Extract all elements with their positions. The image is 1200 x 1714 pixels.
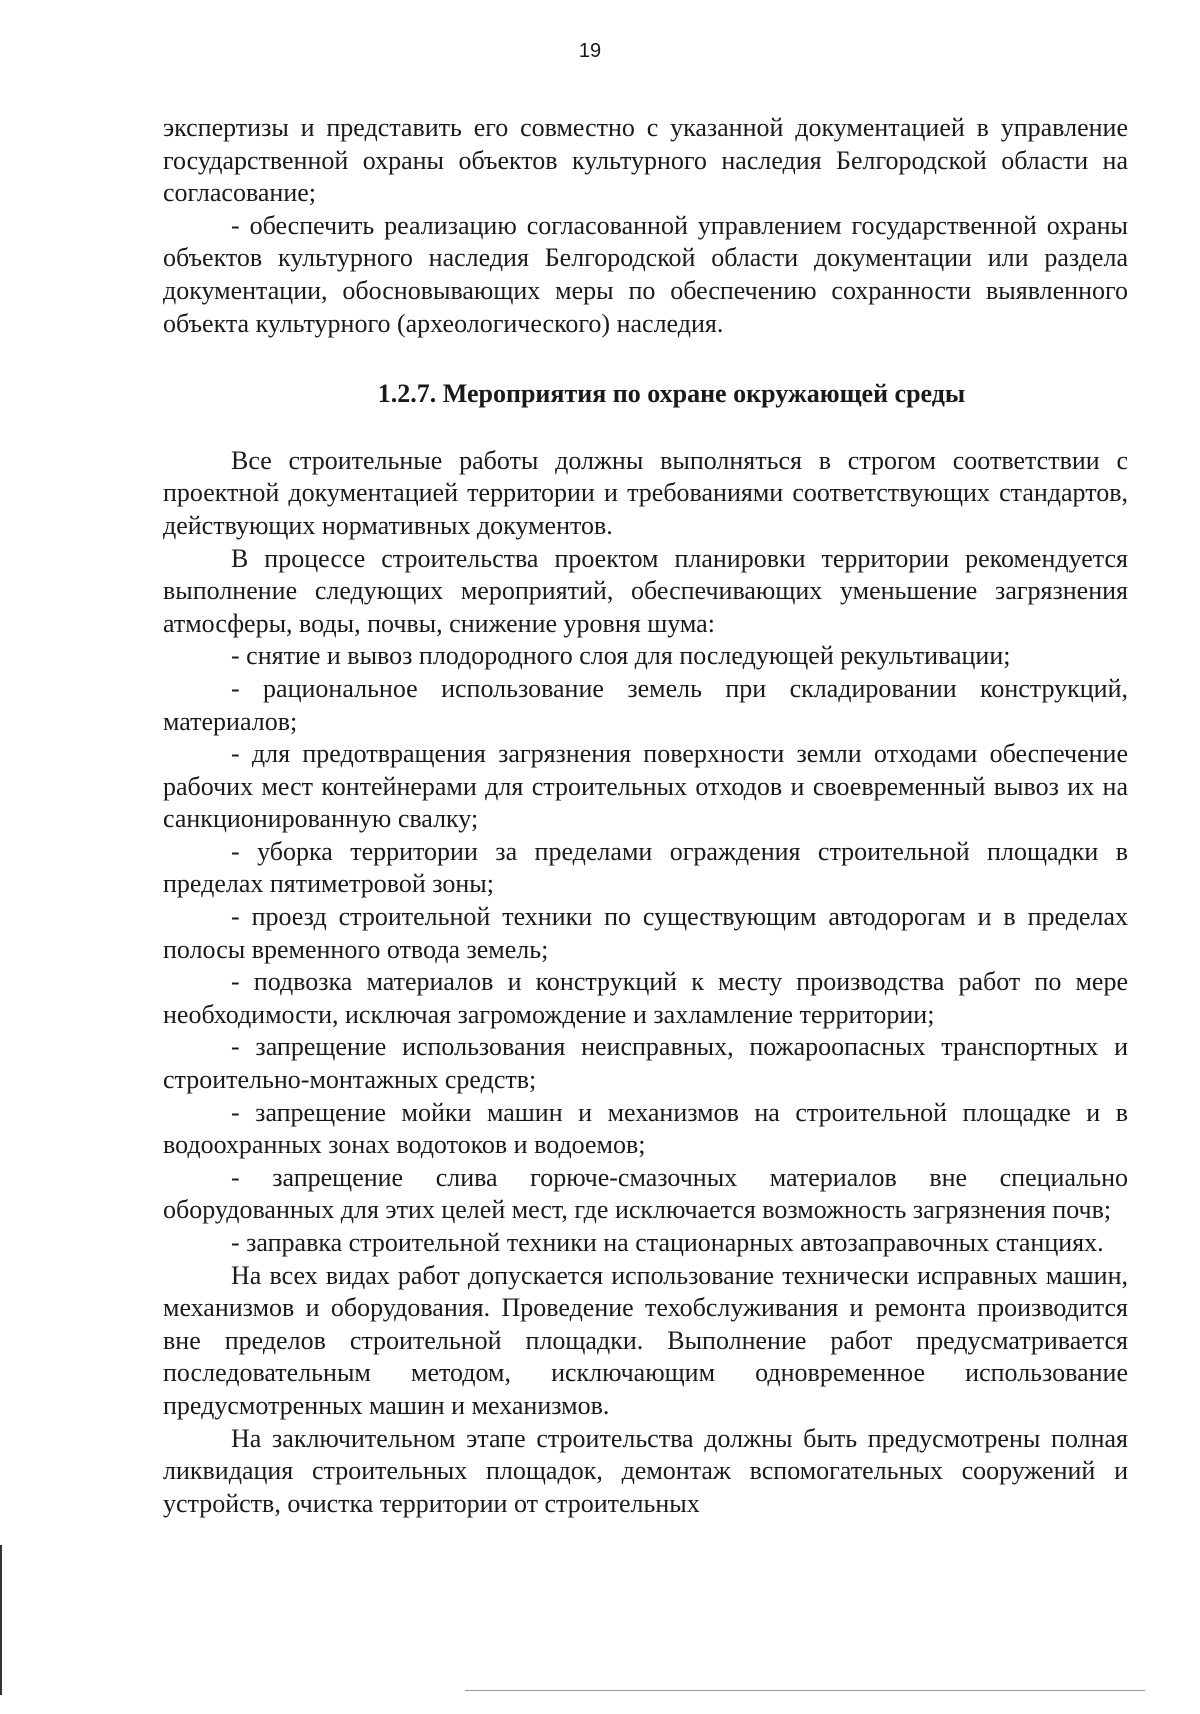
paragraph: На заключительном этапе строительства должны быть предусмотрены полная ликвидация строительных площадок, демонтаж вспомогательных сооружений и устройств, очистка территории от строительных: [163, 1423, 1128, 1518]
list-item: - уборка территории за пределами ограждения строительной площадки в пределах пятиметровой зоны;: [163, 836, 1128, 899]
list-item: - проезд строительной техники по существующим автодорогам и в пределах полосы временного отвода земель;: [163, 902, 1128, 964]
section-heading: 1.2.7. Мероприятия по охране окружающей среды: [377, 379, 966, 409]
list-item: - запрещение мойки машин и механизмов на строительной площадке и в водоохранных зонах водотоков и водоемов;: [163, 1097, 1128, 1160]
list-item: - подвозка материалов и конструкций к месту производства работ по мере необходимости, исключая загромождение и захламление территории;: [163, 967, 1128, 1029]
document-body: [163, 112, 1128, 1520]
list-item: - рациональное использование земель при складировании конструкций, материалов;: [163, 673, 1128, 736]
list-item: - снятие и вывоз плодородного слоя для последующей рекультивации;: [231, 641, 1011, 671]
scan-edge-mark: [0, 1545, 2, 1695]
list-item: - запрещение использования неисправных, пожароопасных транспортных и строительно-монтажных средств;: [163, 1032, 1128, 1095]
paragraph: На всех видах работ допускается использование технически исправных машин, механизмов и оборудования. Проведение техобслуживания и ремонта производится вне пределов строительной площадки. Выполнение работ предусматривается последовательным методом, исключающим одновременное использование предусмотренных машин и механизмов.: [163, 1260, 1128, 1420]
paragraph-continuation: экспертизы и представить его совместно с указанной документацией в управление государственной охраны объектов культурного наследия Белгородской области на согласование;: [163, 113, 1128, 208]
paragraph: Все строительные работы должны выполняться в строгом соответствии с проектной документацией территории и требованиями соответствующих стандартов, действующих нормативных документов.: [163, 445, 1128, 540]
list-item: - заправка строительной техники на стационарных автозаправочных станциях.: [231, 1228, 1104, 1257]
list-item: - запрещение слива горюче-смазочных материалов вне специально оборудованных для этих целей мест, где исключается возможность загрязнения почв;: [163, 1162, 1128, 1225]
scan-bottom-line: [465, 1690, 1145, 1691]
list-item: - для предотвращения загрязнения поверхности земли отходами обеспечение рабочих мест контейнерами для строительных отходов и своевременный вывоз их на санкционированную свалку;: [163, 739, 1128, 834]
page-number: 19: [578, 40, 602, 62]
list-item: - обеспечить реализацию согласованной управлением государственной охраны объектов культурного наследия Белгородской области документации или раздела документации, обосновывающих меры по обеспечению сохранности выявленного объекта культурного (археологического) наследия.: [163, 210, 1128, 338]
paragraph: В процессе строительства проектом планировки территории рекомендуется выполнение следующих мероприятий, обеспечивающих уменьшение загрязнения атмосферы, воды, почвы, снижение уровня шума:: [163, 543, 1128, 638]
